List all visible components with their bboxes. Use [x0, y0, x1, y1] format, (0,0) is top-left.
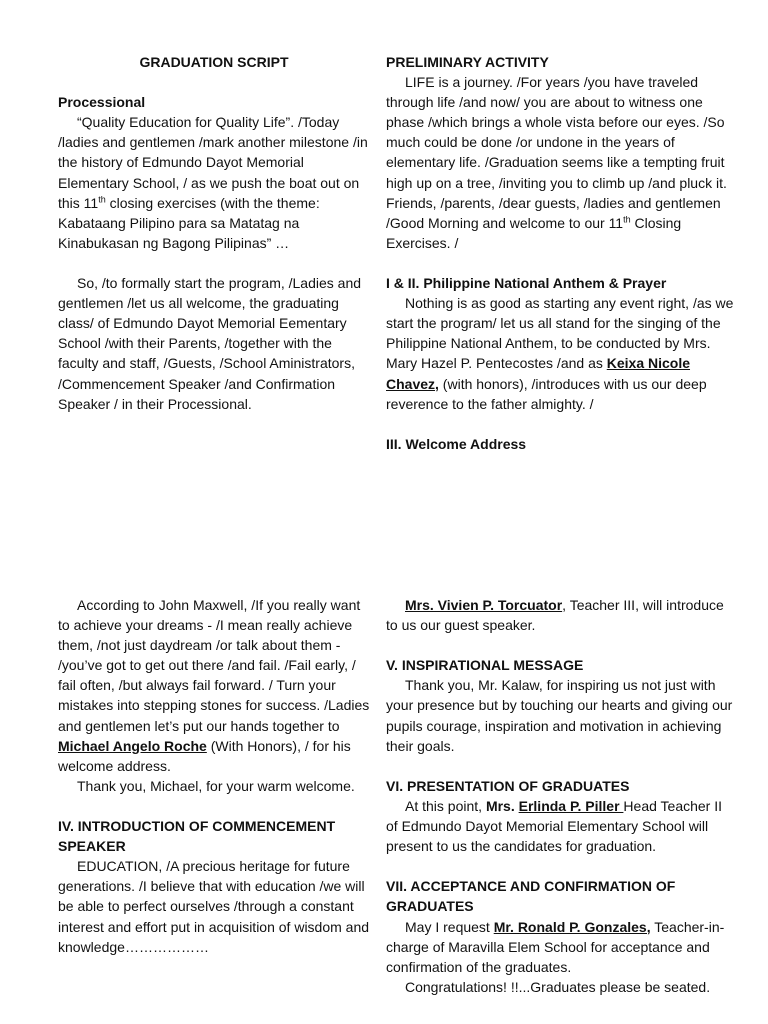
congratulations-paragraph: Congratulations! !!...Graduates please be seated. — [405, 978, 711, 995]
document-title: GRADUATION SCRIPT — [139, 54, 289, 70]
person-name: Mrs. Vivien P. Torcuator — [405, 597, 563, 613]
maxwell-paragraph: According to John Maxwell, /If you really want to achieve your dreams - /I mean really achieve them, /not just daydream /or talk about them - /you’ve got to get out there /and fail. /Fail early, / fail often, /but always fail forward. / Turn your mistakes into stepping stones for success. /Ladies and gentlemen let’s put our hands together to Michael Angelo Roche (With Honors), / for his welcome address. — [58, 597, 370, 774]
processional-heading: Processional — [58, 94, 146, 111]
left-column-bottom — [58, 595, 370, 957]
guest-speaker-intro: Mrs. Vivien P. Torcuator, Teacher III, will introduce to us our guest speaker. — [386, 597, 724, 634]
person-name: Keixa Nicole Chavez, — [386, 355, 691, 392]
person-name: Erlinda P. Piller — [518, 797, 624, 814]
preliminary-paragraph: LIFE is a journey. /For years /you have traveled through life /and now/ you are about to witness one phase /which brings a whole vista before our eyes. /So much could be done /or undone in the years of elementary life. /Graduation seems like a tempting fruit high up on a tree, /inviting you to climb up /and pluck it. Friends, /parents, /dear guests, /ladies and gentlemen /Good Morning and welcome to our 11th Closing Exercises. / — [386, 74, 727, 251]
commencement-heading: IV. INTRODUCTION OF COMMENCEMENT SPEAKER — [58, 818, 336, 855]
processional-welcome-paragraph: So, /to formally start the program, /Ladies and gentlemen /let us all welcome, the graduating class/ of Edmundo Dayot Memorial Eementary School /with their Parents, /together with the faculty and staff, /Guests, /School Aministrators, /Commencement Speaker /and Confirmation Speaker / in their Processional. — [58, 275, 362, 412]
person-name: Michael Angelo Roche — [58, 737, 207, 754]
right-column-top — [386, 52, 736, 454]
preliminary-heading: PRELIMINARY ACTIVITY — [386, 54, 549, 70]
presentation-paragraph: At this point, Mrs. Erlinda P. Piller Head Teacher II of Edmundo Dayot Memorial Elementary School will present to us the candidates for graduation. — [386, 797, 723, 855]
acceptance-heading: VII. ACCEPTANCE AND CONFIRMATION OF GRADUATES — [386, 878, 676, 915]
right-column-bottom — [386, 595, 736, 997]
person-name: Mr. Ronald P. Gonzales, — [493, 918, 651, 935]
acceptance-paragraph: May I request Mr. Ronald P. Gonzales, Teacher-in-charge of Maravilla Elem School for acceptance and confirmation of the graduates. — [386, 918, 725, 975]
anthem-heading: I & II. Philippine National Anthem & Prayer — [386, 275, 667, 292]
inspirational-heading: V. INSPIRATIONAL MESSAGE — [386, 657, 584, 674]
welcome-address-heading: III. Welcome Address — [386, 435, 527, 452]
anthem-paragraph: Nothing is as good as starting any event right, /as we start the program/ let us all stand for the singing of the Philippine National Anthem, to be conducted by Mrs. Mary Hazel P. Pentecostes /and as Keixa Nicole Chavez, (with honors), /introduces with us our deep reverence to the father almighty. / — [386, 295, 734, 412]
inspirational-paragraph: Thank you, Mr. Kalaw, for inspiring us not just with your presence but by touching our hearts and giving our pupils courage, inspiration and motivation in achieving their goals. — [386, 677, 733, 754]
processional-paragraph: “Quality Education for Quality Life”. /Today /ladies and gentlemen /mark another milestone /in the history of Edmundo Dayot Memorial Elementary School, / as we push the boat out on this 11th closing exercises (with the theme: Kabataang Pilipino para sa Matatag na Kinabukasan ng Bagong Pilipinas” … — [58, 114, 368, 251]
thanks-paragraph: Thank you, Michael, for your warm welcome. — [77, 777, 355, 794]
left-column-top — [58, 52, 370, 414]
presentation-heading: VI. PRESENTATION OF GRADUATES — [386, 777, 630, 794]
commencement-paragraph: EDUCATION, /A precious heritage for future generations. /I believe that with education /we will be able to perfect ourselves /through a constant interest and effort put in acquisition of wisdom and knowledge……………… — [58, 858, 370, 955]
